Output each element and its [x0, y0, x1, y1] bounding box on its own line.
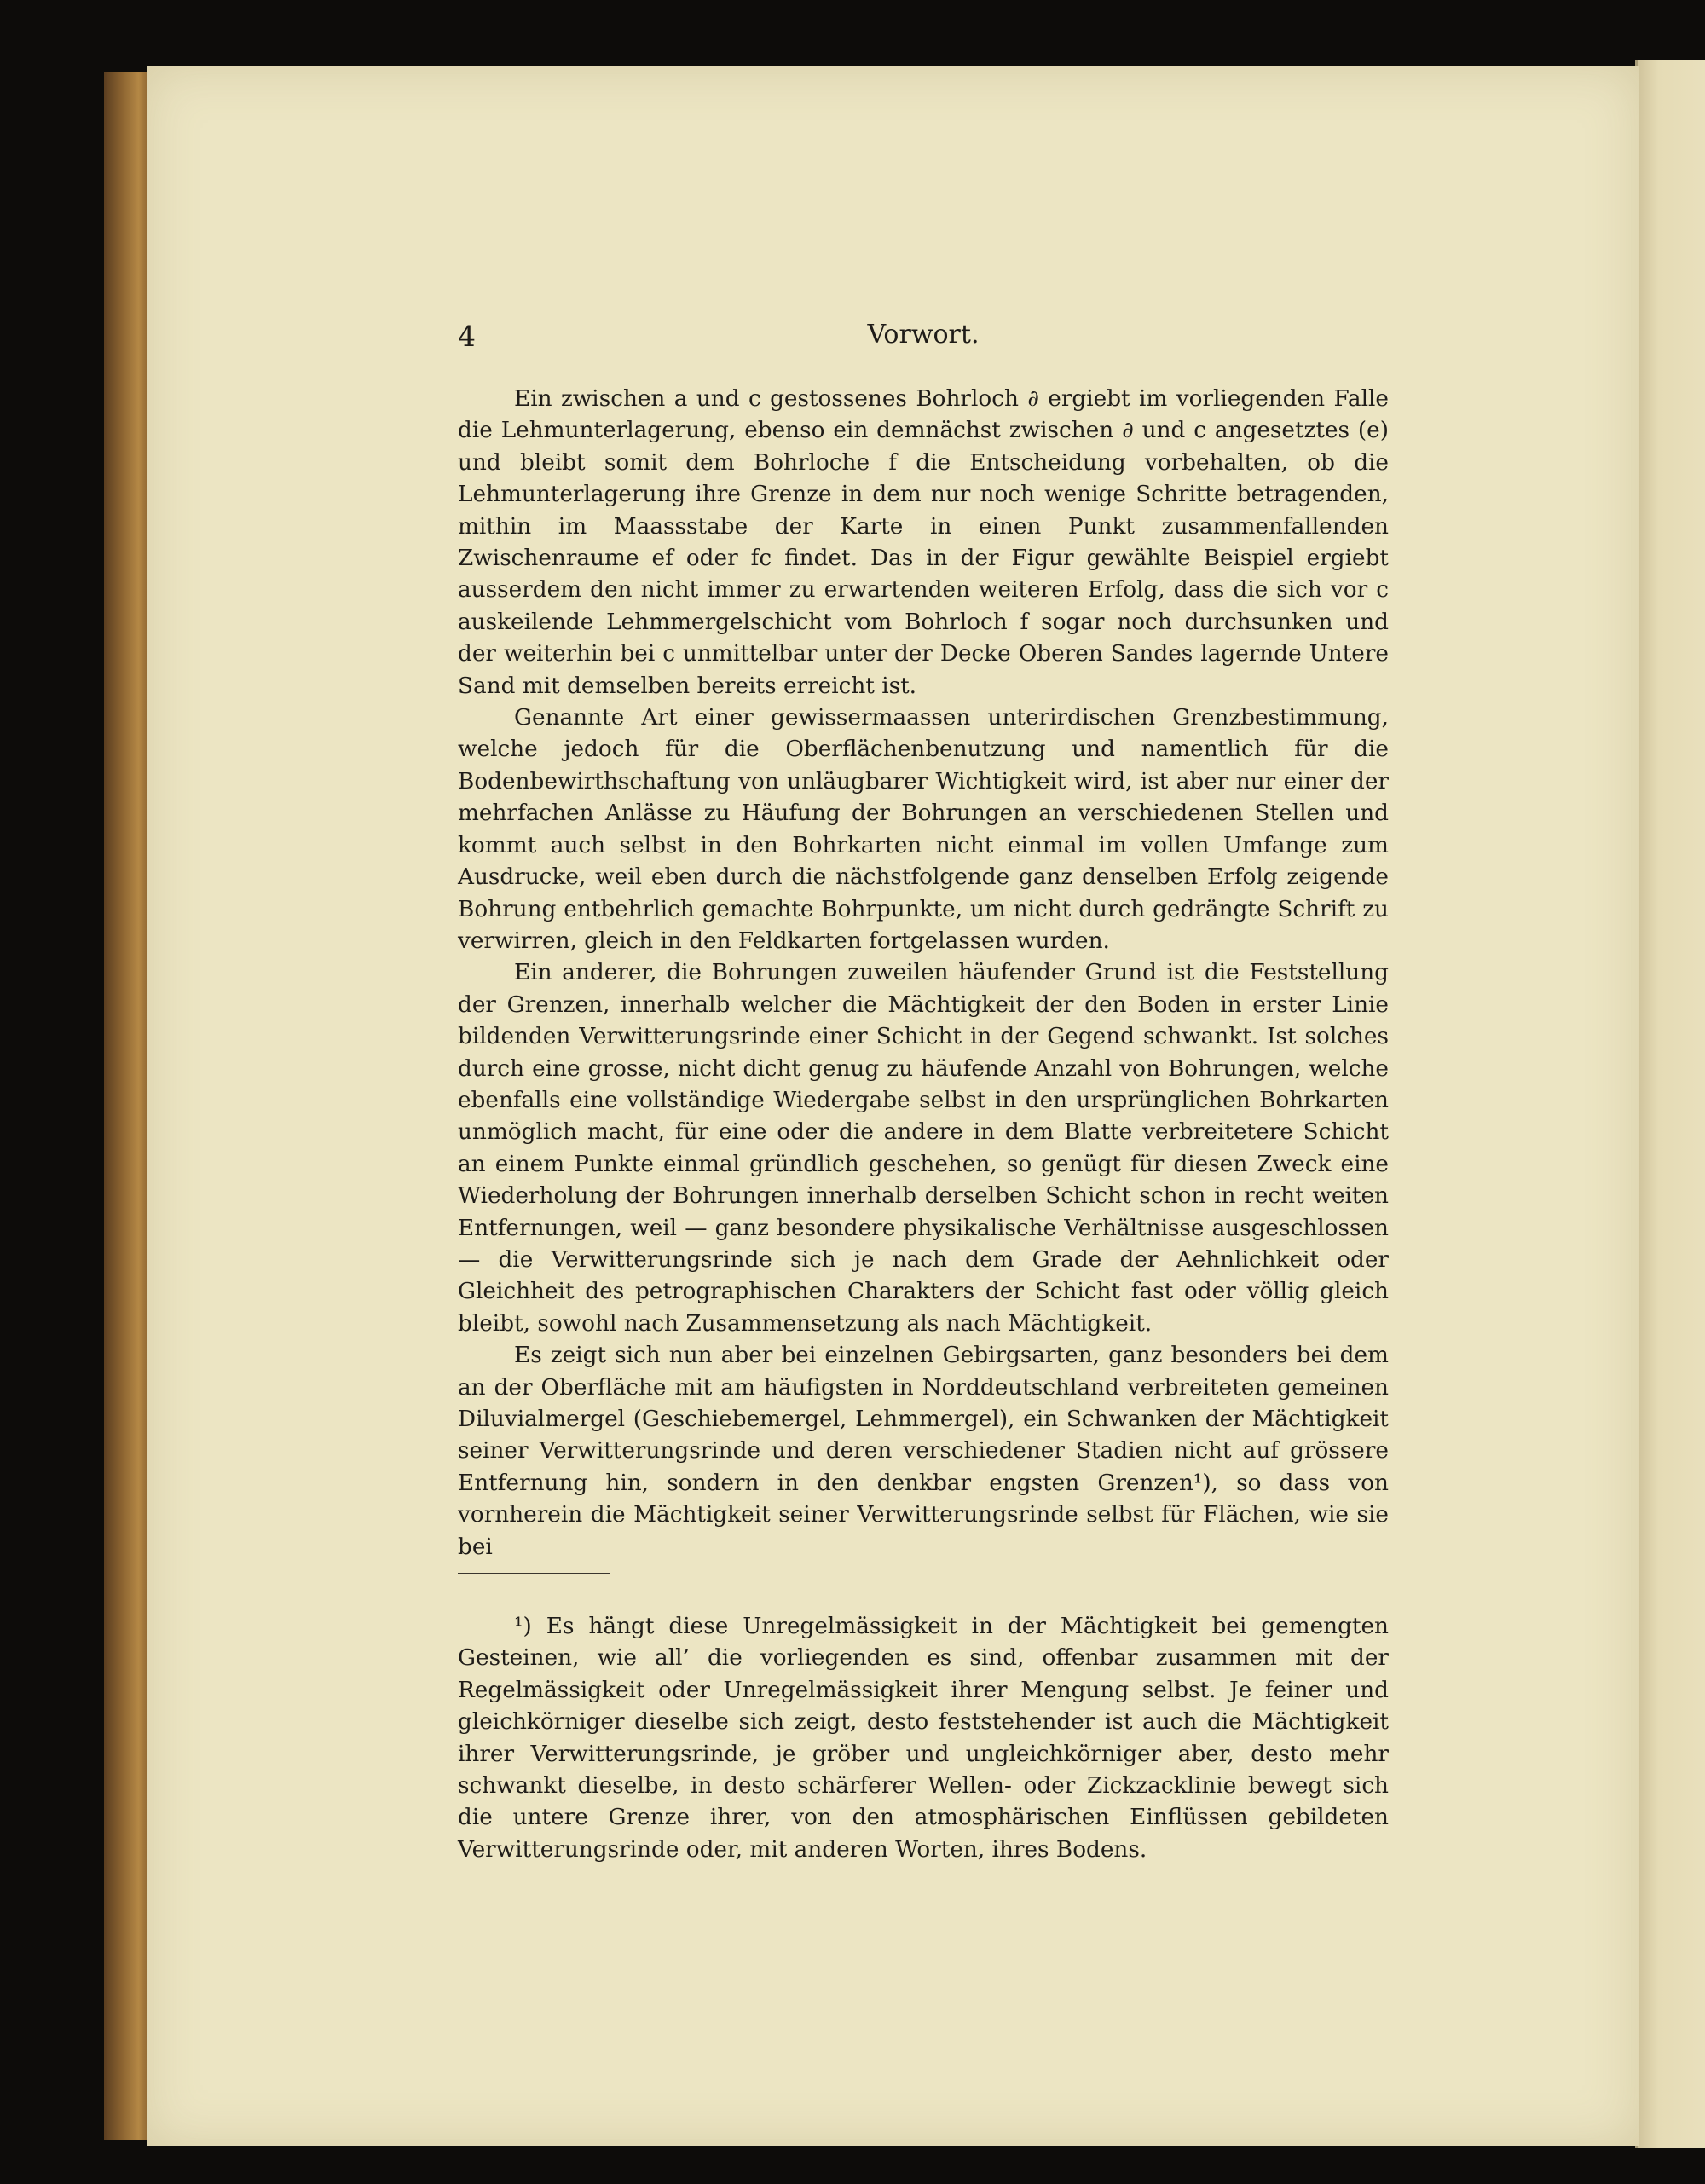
page-number: 4	[458, 320, 476, 353]
page-header	[458, 320, 1389, 354]
footnote	[458, 1611, 1389, 1866]
paragraph: Ein zwischen a und c gestossenes Bohrloch ∂ ergiebt im vorliegenden Falle die Lehmunterlagerung, ebenso ein demnächst zwischen ∂ und c angesetztes (e) und bleibt somit dem Bohrloche f die Entscheidung vorbehalten, ob die Lehmunterlagerung ihre Grenze in dem nur noch wenige Schritte betragenden, mithin im Maassstabe der Karte in einen Punkt zusammenfallenden Zwischenraume ef oder fc findet. Das in der Figur gewählte Beispiel ergiebt ausserdem den nicht immer zu erwartenden weiteren Erfolg, dass die sich vor c auskeilende Lehmmergelschicht vom Bohrloch f sogar noch durchsunken und der weiterhin bei c unmittelbar unter der Decke Oberen Sandes lagernde Untere Sand mit demselben bereits erreicht ist.	[458, 386, 1389, 699]
adjacent-page-edge	[1635, 60, 1705, 2148]
running-title: Vorwort.	[867, 320, 980, 350]
footnote-separator	[458, 1573, 610, 1574]
paragraph: Es zeigt sich nun aber bei einzelnen Gebirgsarten, ganz besonders bei dem an der Oberfläche mit am häufigsten in Norddeutschland verbreiteten gemeinen Diluvialmergel (Geschiebemergel, Lehmmergel), ein Schwanken der Mächtigkeit seiner Verwitterungsrinde und deren verschiedener Stadien nicht auf grössere Entfernung hin, sondern in den denkbar engsten Grenzen¹), so dass von vornherein die Mächtigkeit seiner Verwitterungsrinde selbst für Flächen, wie sie bei	[458, 1343, 1389, 1560]
main-text	[458, 384, 1389, 1563]
footnote-text: ¹) Es hängt diese Unregelmässigkeit in der Mächtigkeit bei gemengten Gesteinen, wie all’ die vorliegenden es sind, offenbar zusammen mit der Regelmässigkeit oder Unregelmässigkeit ihrer Mengung selbst. Je feiner und gleichkörniger dieselbe sich zeigt, desto feststehender ist auch die Mächtigkeit ihrer Verwitterungsrinde, je gröber und ungleichkörniger aber, desto mehr schwankt dieselbe, in desto schärferer Wellen- oder Zickzacklinie bewegt sich die untere Grenze ihrer, von den atmosphärischen Einflüssen gebildeten Verwitterungsrinde oder, mit anderen Worten, ihres Bodens.	[458, 1614, 1389, 1863]
paragraph: Ein anderer, die Bohrungen zuweilen häufender Grund ist die Feststellung der Grenzen, innerhalb welcher die Mächtigkeit der den Boden in erster Linie bildenden Verwitterungsrinde einer Schicht in der Gegend schwankt. Ist solches durch eine grosse, nicht dicht genug zu häufende Anzahl von Bohrungen, welche ebenfalls eine vollständige Wiedergabe selbst in den ursprünglichen Bohrkarten unmöglich macht, für eine oder die andere in dem Blatte verbreitetere Schicht an einem Punkte einmal gründlich geschehen, so genügt für diesen Zweck eine Wiederholung der Bohrungen innerhalb derselben Schicht schon in recht weiten Entfernungen, weil — ganz besondere physikalische Verhältnisse ausgeschlossen — die Verwitterungsrinde sich je nach dem Grade der Aehnlichkeit oder Gleichheit des petrographischen Charakters der Schicht fast oder völlig gleich bleibt, sowohl nach Zusammensetzung als nach Mächtigkeit.	[458, 960, 1389, 1337]
paragraph: Genannte Art einer gewissermaassen unterirdischen Grenzbestimmung, welche jedoch für die Oberflächenbenutzung und namentlich für die Bodenbewirthschaftung von unläugbarer Wichtigkeit wird, ist aber nur einer der mehrfachen Anlässe zu Häufung der Bohrungen an verschiedenen Stellen und kommt auch selbst in den Bohrkarten nicht einmal im vollen Umfange zum Ausdrucke, weil eben durch die nächstfolgende ganz denselben Erfolg zeigende Bohrung entbehrlich gemachte Bohrpunkte, um nicht durch gedrängte Schrift zu verwirren, gleich in den Feldkarten fortgelassen wurden.	[458, 705, 1389, 954]
